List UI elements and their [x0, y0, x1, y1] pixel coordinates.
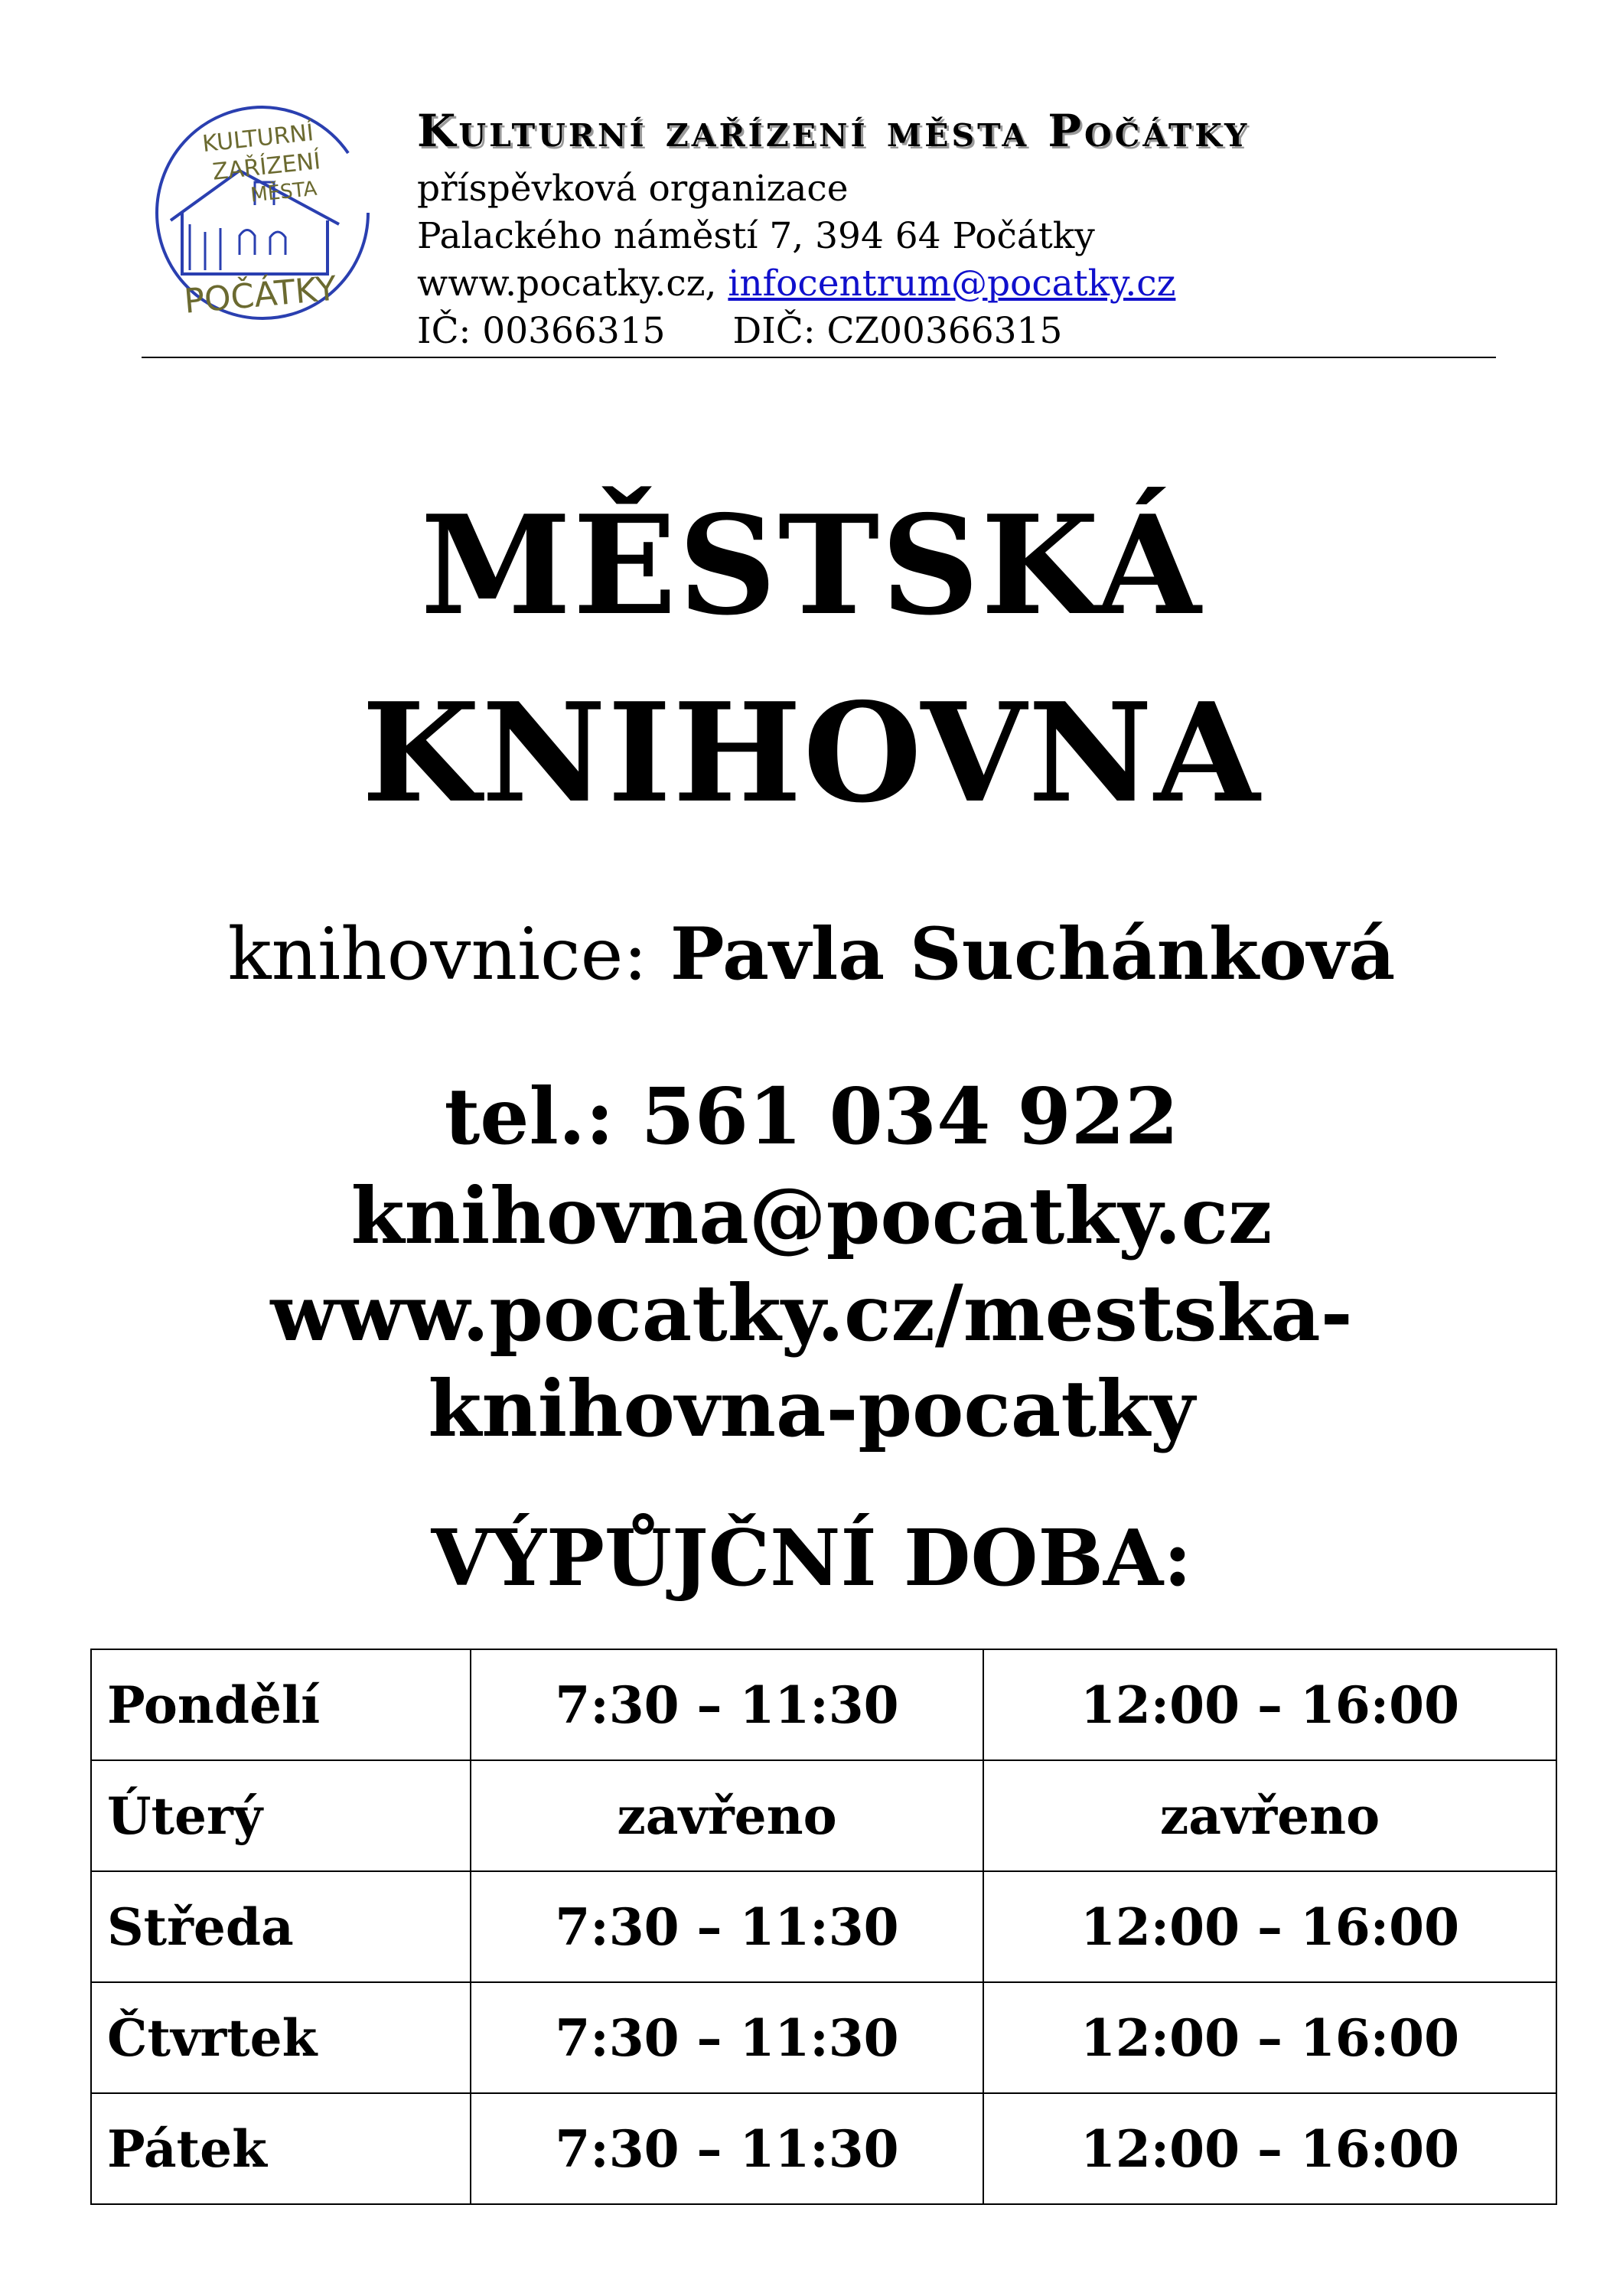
logo-text-line: KULTURNÍ: [200, 119, 315, 158]
letterhead: [142, 92, 1496, 358]
title-line-2: KNIHOVNA: [361, 673, 1262, 833]
organization-website: www.pocatky.cz,: [417, 263, 717, 305]
librarian-label: knihovnice:: [227, 913, 648, 996]
morning-hours-cell: 7:30 – 11:30: [471, 1871, 983, 1982]
day-cell: Středa: [91, 1871, 471, 1982]
logo-text-line: ZAŘÍZENÍ: [211, 148, 322, 186]
table-row: [91, 1871, 1556, 1982]
contact-phone: tel.: 561 034 922: [444, 1071, 1179, 1162]
morning-hours-cell: 7:30 – 11:30: [471, 1649, 983, 1760]
afternoon-hours-cell: 12:00 – 16:00: [983, 1982, 1556, 2093]
logo-text-line: MĚSTA: [249, 177, 318, 207]
contact-email[interactable]: knihovna@pocatky.cz: [350, 1170, 1273, 1261]
day-cell: Pátek: [91, 2093, 471, 2204]
organization-type: příspěvková organizace: [417, 168, 849, 210]
contact-url-line-2[interactable]: knihovna-pocatky: [428, 1363, 1195, 1454]
contact-url-line-1[interactable]: www.pocatky.cz/mestska-: [270, 1267, 1353, 1358]
morning-hours-cell: zavřeno: [471, 1760, 983, 1871]
afternoon-hours-cell: zavřeno: [983, 1760, 1556, 1871]
logo-text-line: POČÁTKY: [182, 269, 338, 321]
title-line-1: MĚSTSKÁ: [420, 485, 1203, 645]
header-divider: [142, 357, 1496, 358]
organization-address: Palackého náměstí 7, 394 64 Počátky: [417, 215, 1095, 257]
opening-hours-heading: VÝPŮJČNÍ DOBA:: [431, 1512, 1192, 1603]
town-logo-icon: [148, 98, 377, 328]
organization-dic: DIČ: CZ00366315: [732, 310, 1063, 352]
organization-name: Kulturní zařízení města Počátky: [417, 105, 1250, 157]
organization-ids: [417, 308, 1250, 355]
day-cell: Čtvrtek: [91, 1982, 471, 2093]
organization-email-link[interactable]: infocentrum@pocatky.cz: [728, 263, 1176, 305]
morning-hours-cell: 7:30 – 11:30: [471, 1982, 983, 2093]
afternoon-hours-cell: 12:00 – 16:00: [983, 1649, 1556, 1760]
afternoon-hours-cell: 12:00 – 16:00: [983, 2093, 1556, 2204]
afternoon-hours-cell: 12:00 – 16:00: [983, 1871, 1556, 1982]
table-row: [91, 2093, 1556, 2204]
morning-hours-cell: 7:30 – 11:30: [471, 2093, 983, 2204]
table-row: [91, 1982, 1556, 2093]
organization-ic: IČ: 00366315: [417, 310, 666, 352]
day-cell: Pondělí: [91, 1649, 471, 1760]
table-row: [91, 1649, 1556, 1760]
librarian-name: Pavla Suchánková: [670, 912, 1396, 996]
librarian: [0, 912, 1623, 996]
day-cell: Úterý: [91, 1760, 471, 1871]
opening-hours-table: [90, 1649, 1557, 2205]
table-row: [91, 1760, 1556, 1871]
organization-web-line: [417, 260, 1250, 308]
organization-info: [417, 92, 1250, 355]
